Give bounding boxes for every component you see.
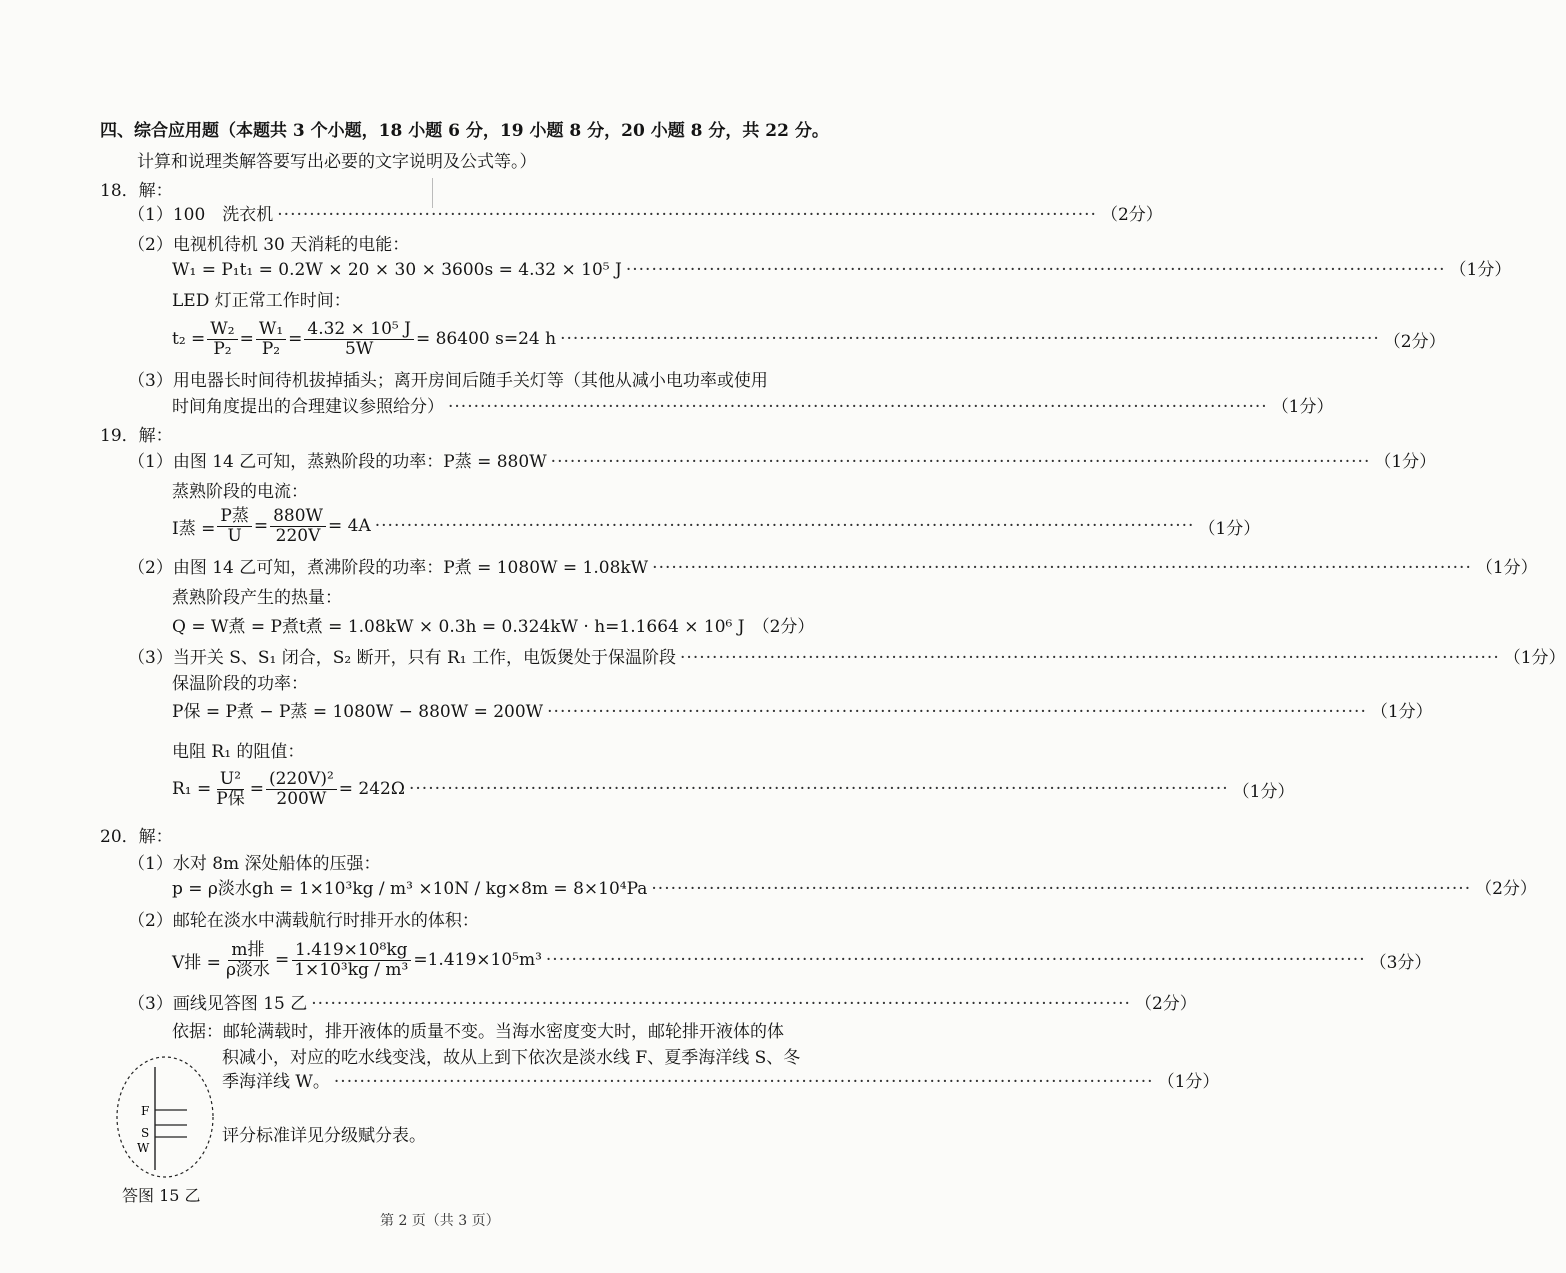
leader-dots: ································································································································ (448, 397, 1268, 417)
fraction (223, 941, 273, 980)
q19-keepwarm-intro: 保温阶段的功率： (172, 674, 308, 694)
q19-part1 (128, 451, 1437, 473)
leader-dots: ································································································································ (374, 516, 1195, 536)
numerator: 4.32 × 10⁵ J (304, 320, 414, 340)
q18-part2-intro: （2）电视机待机 30 天消耗的电能： (128, 235, 410, 255)
leader-dots: ································································································································ (651, 879, 1472, 899)
q20-basis-score: （1分） (1157, 1072, 1220, 1092)
label-w: W (137, 1141, 150, 1155)
fraction (256, 320, 286, 359)
q18-t2-rhs: = 86400 s=24 h (415, 329, 557, 349)
q19-part2 (128, 557, 1538, 579)
q18-head: 18．解： (100, 181, 173, 201)
q19-r-score: （1分） (1232, 781, 1295, 802)
q18-part3-line1: （3）用电器长时间待机拔掉插头；离开房间后随手关灯等（其他从减小电功率或使用 (128, 371, 768, 391)
denominator: 200W (276, 788, 327, 809)
leader-dots: ································································································································ (550, 452, 1371, 472)
q19-current-intro: 蒸熟阶段的电流： (172, 482, 308, 502)
q19-keepwarm-formula: P保 = P煮 − P蒸 = 1080W − 880W = 200W (172, 702, 544, 722)
equals-sign: = (288, 329, 303, 349)
numerator: W₁ (256, 320, 286, 340)
q18-part1-text: （1）100 洗衣机 (128, 205, 274, 225)
q20-pressure-score: （2分） (1475, 879, 1537, 899)
equals-sign: = (239, 329, 254, 349)
leader-dots: ································································································································ (680, 648, 1500, 668)
q19-part3-text: （3）当开关 S、S₁ 闭合，S₂ 断开，只有 R₁ 工作，电饭煲处于保温阶段 (128, 648, 677, 668)
q20-pressure-line (172, 878, 1537, 900)
fraction (217, 507, 251, 546)
q20-basis-text: 季海洋线 W。 (222, 1072, 330, 1092)
fraction (266, 770, 337, 809)
dashed-ellipse (117, 1057, 213, 1177)
q19-part3-score: （1分） (1503, 648, 1566, 668)
numerator: U² (217, 770, 244, 790)
fraction (270, 507, 326, 546)
q20-v-score: （3分） (1369, 952, 1432, 973)
denominator: P保 (216, 788, 245, 809)
numerator: m排 (228, 941, 267, 961)
q18-t2-lhs: t₂ = (172, 329, 206, 349)
numerator: 1.419×10⁸kg (292, 941, 411, 961)
q18-part2-formula: W₁ = P₁t₁ = 0.2W × 20 × 30 × 3600s = 4.32 × 10⁵ J (172, 260, 622, 280)
denominator: 220V (275, 525, 321, 546)
q20-part1-intro: （1）水对 8m 深处船体的压强： (128, 854, 381, 874)
q19-part3 (128, 647, 1566, 669)
q19-heat-formula-line (172, 616, 815, 638)
numerator: P蒸 (217, 507, 251, 527)
q19-part2-score: （1分） (1475, 558, 1538, 578)
fraction (304, 320, 414, 359)
q19-heat-intro: 煮熟阶段产生的热量： (172, 588, 342, 608)
q20-head: 20．解： (100, 827, 173, 847)
numerator: W₂ (207, 320, 237, 340)
q20-part3-text: （3）画线见答图 15 乙 (128, 994, 308, 1014)
q18-t2-formula (172, 316, 1446, 362)
q20-v-lhs: V排 = (172, 952, 221, 973)
denominator: ρ淡水 (225, 959, 270, 980)
leader-dots: ································································································································ (652, 558, 1472, 578)
equals-sign: = (249, 779, 264, 799)
section-title: 四、综合应用题（本题共 3 个小题，18 小题 6 分，19 小题 8 分，20 小题 8 分，共 22 分。 (100, 121, 829, 141)
equals-sign: = (253, 516, 269, 536)
numerator: (220V)² (266, 770, 337, 790)
equals-sign: = (274, 950, 290, 970)
label-f: F (141, 1104, 150, 1118)
label-s: S (141, 1126, 150, 1140)
q19-resistance-formula (172, 764, 1295, 814)
q20-basis-line1: 依据：邮轮满载时，排开液体的质量不变。当海水密度变大时，邮轮排开液体的体 (172, 1022, 784, 1042)
fraction (291, 941, 411, 980)
q19-heat-score: （2分） (752, 617, 815, 637)
leader-dots: ································································································································ (560, 329, 1380, 349)
leader-dots: ································································································································ (311, 994, 1131, 1014)
q20-part3-score: （2分） (1134, 994, 1197, 1014)
q20-grading-note: 评分标准详见分级赋分表。 (222, 1126, 426, 1146)
q20-part2-intro: （2）邮轮在淡水中满载航行时排开水的体积： (128, 911, 479, 931)
q18-part3-line2 (172, 396, 1334, 418)
q19-i-rhs: = 4A (328, 516, 371, 536)
q19-keepwarm-score: （1分） (1370, 702, 1433, 722)
q19-r-rhs: = 242Ω (338, 779, 405, 799)
waterline-diagram (115, 1055, 215, 1180)
q18-part1-score: （2分） (1100, 205, 1163, 225)
q20-basis-line3 (222, 1071, 1220, 1093)
q19-head: 19．解： (100, 426, 173, 446)
q18-part2-formula-line (172, 259, 1512, 281)
q20-volume-formula (172, 936, 1432, 984)
q18-part3-text: 时间角度提出的合理建议参照给分） (172, 397, 444, 417)
leader-dots: ································································································································ (545, 950, 1366, 970)
leader-dots: ································································································································ (408, 779, 1229, 799)
section-note: 计算和说理类解答要写出必要的文字说明及公式等。） (137, 152, 537, 172)
denominator: P₂ (213, 338, 232, 359)
q18-led-intro: LED 灯正常工作时间： (172, 291, 351, 311)
q19-i-score: （1分） (1198, 518, 1261, 539)
leader-dots: ································································································································ (625, 260, 1446, 280)
page-footer: 第 2 页（共 3 页） (380, 1213, 500, 1229)
q19-part1-text: （1）由图 14 乙可知，蒸熟阶段的功率：P蒸 = 880W (128, 452, 547, 472)
fraction (207, 320, 237, 359)
denominator: 1×10³kg / m³ (294, 959, 409, 980)
leader-dots: ································································································································ (277, 205, 1097, 225)
q18-part1 (128, 204, 1163, 226)
q19-current-formula (172, 503, 1261, 549)
fraction (213, 770, 247, 809)
numerator: 880W (270, 507, 326, 527)
q20-pressure-formula: p = ρ淡水gh = 1×10³kg / m³ ×10N / kg×8m = 8×10⁴Pa (172, 879, 648, 899)
q18-part3-score: （1分） (1271, 397, 1334, 417)
q19-resistance-intro: 电阻 R₁ 的阻值： (172, 742, 305, 762)
denominator: U (227, 525, 242, 546)
q19-heat-formula: Q = W煮 = P煮t煮 = 1.08kW × 0.3h = 0.324kW · h=1.1664 × 10⁶ J (172, 617, 745, 637)
denominator: 5W (345, 338, 374, 359)
q20-part3 (128, 993, 1197, 1015)
q19-i-lhs: I蒸 = (172, 518, 216, 539)
q20-basis-line2: 积减小，对应的吃水线变浅，故从上到下依次是淡水线 F、夏季海洋线 S、冬 (222, 1048, 801, 1068)
q20-v-rhs: =1.419×10⁵m³ (413, 950, 542, 970)
leader-dots: ································································································································ (333, 1072, 1154, 1092)
q19-keepwarm-formula-line (172, 701, 1433, 723)
q18-part2-score: （1分） (1449, 260, 1512, 280)
denominator: P₂ (261, 338, 281, 359)
figure-caption: 答图 15 乙 (122, 1186, 201, 1205)
q18-t2-score: （2分） (1383, 331, 1446, 352)
leader-dots: ································································································································ (547, 702, 1367, 722)
q19-r-lhs: R₁ = (172, 779, 212, 799)
q19-part1-score: （1分） (1374, 452, 1437, 472)
q19-part2-text: （2）由图 14 乙可知，煮沸阶段的功率：P煮 = 1080W = 1.08kW (128, 558, 649, 578)
